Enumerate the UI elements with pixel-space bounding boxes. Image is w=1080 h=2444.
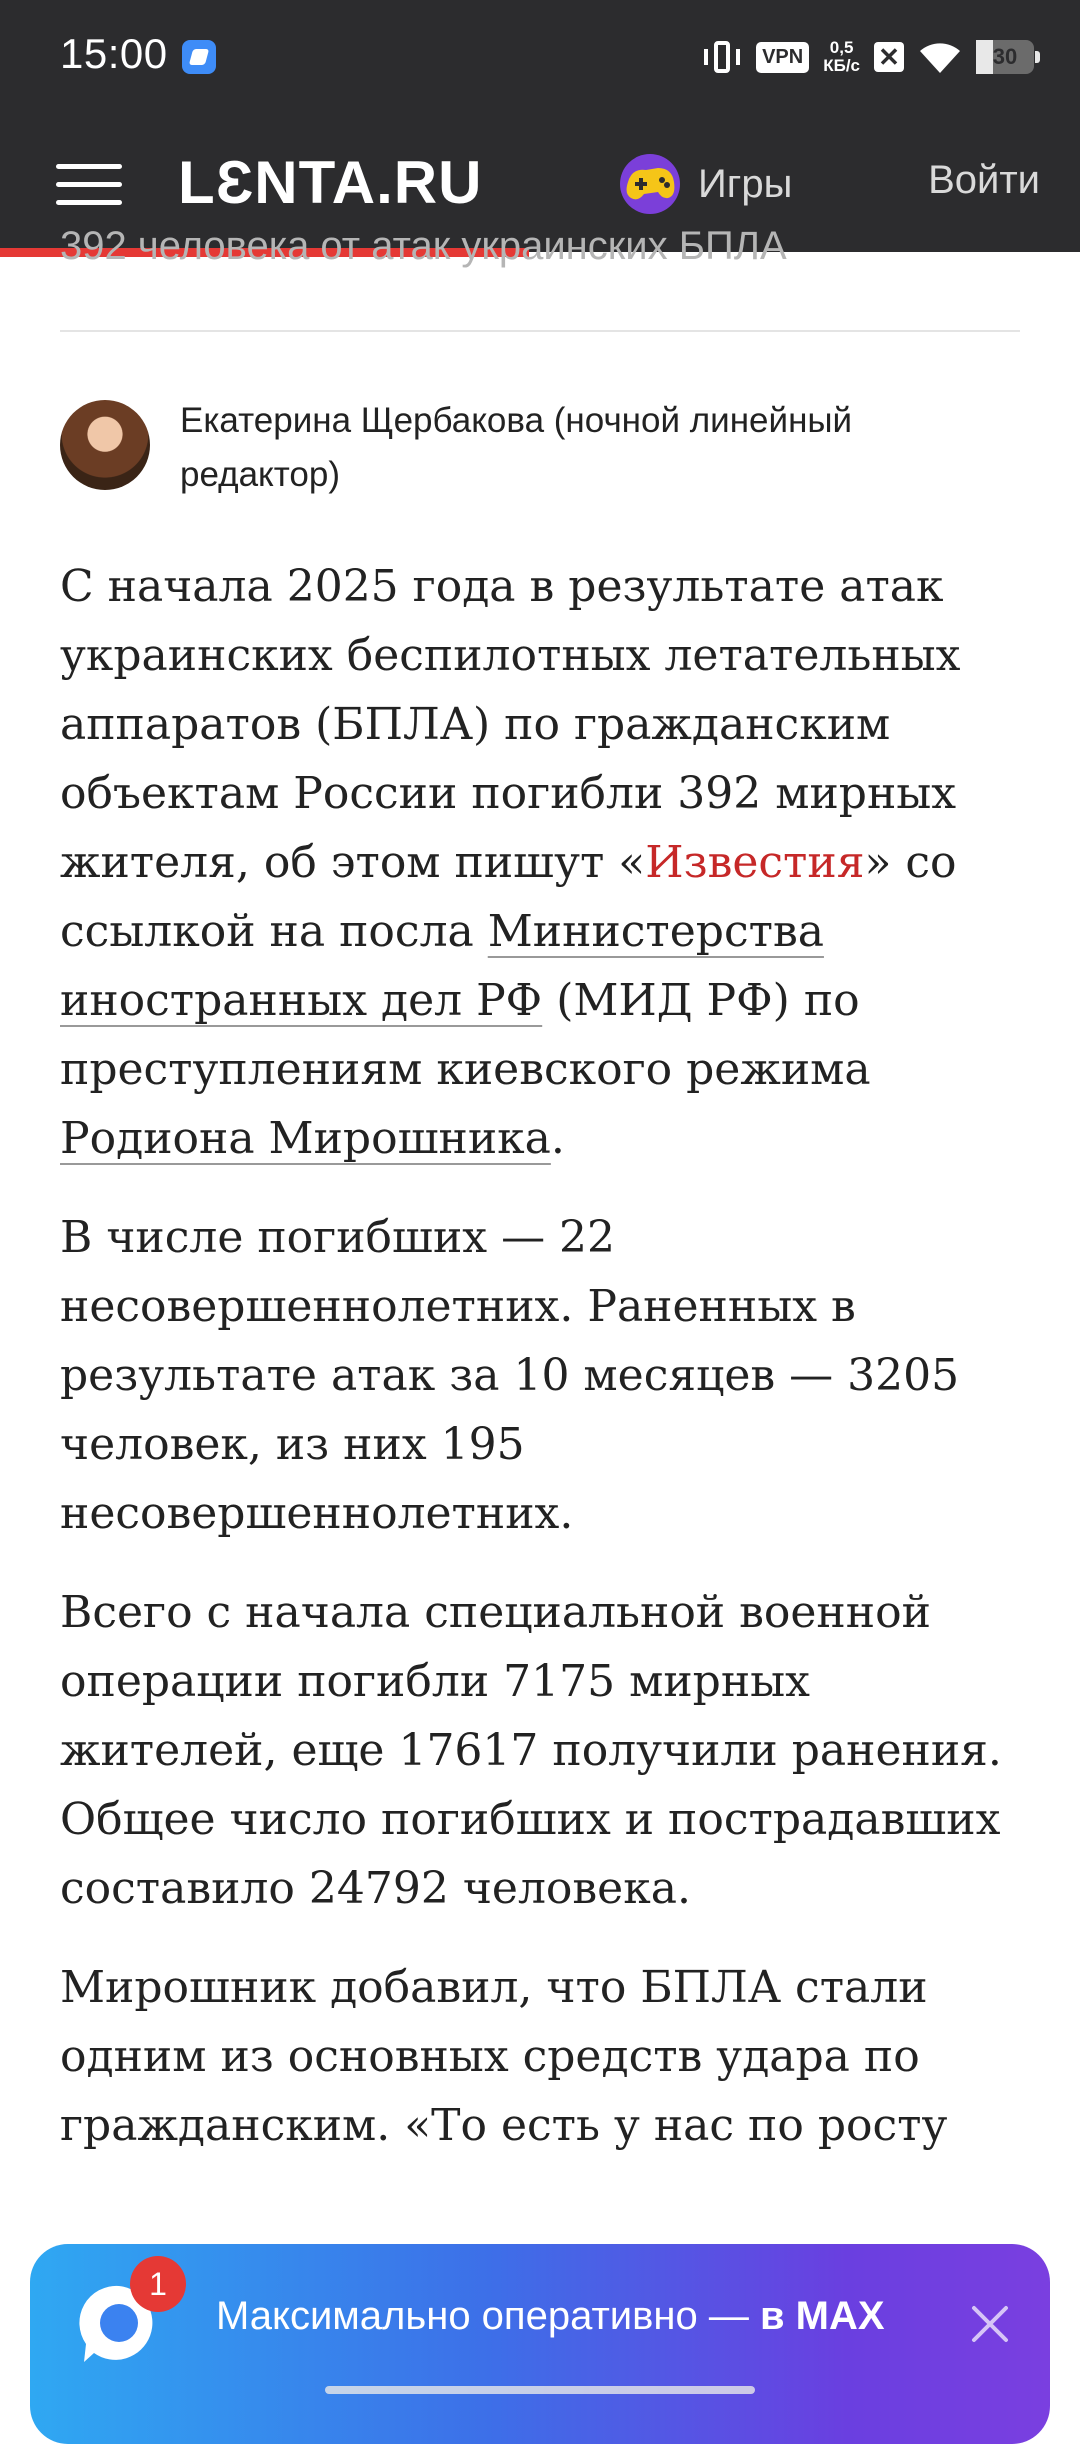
max-promo-banner[interactable] [30,2244,1050,2444]
login-link[interactable]: Войти [928,158,1040,202]
paragraph-text: » со ссылкой на посла [60,837,957,957]
games-link[interactable] [618,146,792,222]
promo-text[interactable] [216,2294,885,2339]
vibrate-icon [702,37,742,77]
article-body [60,552,1020,2190]
vpn-badge: VPN [756,42,809,73]
site-logo[interactable]: LƐNTA.RU [178,149,483,216]
no-sim-icon: ✕ [874,42,904,72]
mfa-link[interactable]: Министерства иностранных дел РФ [60,906,824,1026]
promo-text-main: Максимально оперативно — [216,2294,760,2338]
paragraph-text: (МИД РФ) по преступлениям киевского режима [60,975,871,1095]
network-speed-unit: КБ/с [823,56,860,75]
menu-icon[interactable] [56,164,122,206]
article-content [0,224,1080,2400]
status-bar [0,0,1080,118]
author-avatar[interactable] [60,400,150,490]
miroshnik-link[interactable]: Родиона Мирошника [60,1113,551,1164]
paragraph-text: . [550,1113,565,1164]
home-indicator[interactable] [325,2386,755,2394]
article-paragraph: Всего с начала специальной военной операции погибли 7175 мирных жителей, еще 17617 получили ранения. Общее число погибших и пострадавших составило 24792 человека. [60,1587,1002,1914]
notification-badge: 1 [130,2256,186,2312]
author-name[interactable]: Екатерина Щербакова (ночной линейный редактор) [180,401,853,494]
network-speed-value: 0,5 [829,38,854,57]
article-paragraph [60,552,1020,1173]
paragraph-text: С начала 2025 года в результате атак украинских беспилотных летательных аппаратов (БПЛА) по гражданским объектам России погибли 392 мирных жителя, об этом пишут « [60,561,961,888]
status-icons [702,32,1040,82]
games-label: Игры [698,161,793,206]
izvestia-link[interactable]: Известия [645,837,865,888]
wifi-icon [918,39,962,75]
close-icon[interactable] [966,2300,1014,2348]
promo-text-bold: в MAX [759,2294,885,2338]
gamepad-icon [618,152,682,216]
article-title-partial: 392 человека от атак украинских БПЛА [60,224,787,268]
article-paragraph: Мирошник добавил, что БПЛА стали одним из основных средств удара по гражданским. «То есть у нас по росту [60,1962,948,2151]
article-paragraph: В числе погибших — 22 несовершеннолетних. Раненных в результате атак за 10 месяцев — 3205 человек, из них 195 несовершеннолетних. [60,1212,960,1539]
status-time: 15:00 [60,30,168,77]
battery-level-text: 30 [992,44,1018,69]
divider [60,330,1020,332]
network-speed [823,39,860,75]
battery-icon [976,40,1040,74]
app-notification-icon [182,40,216,74]
